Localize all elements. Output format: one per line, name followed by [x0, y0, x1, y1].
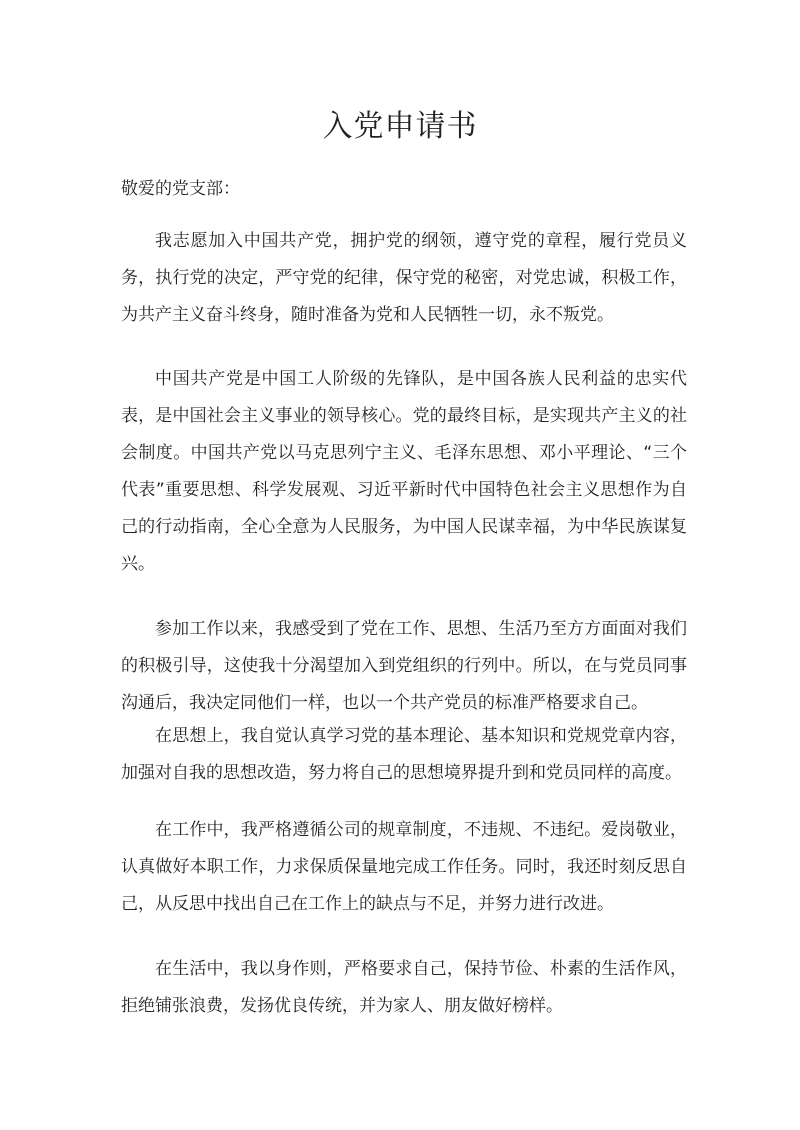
paragraph: 在思想上，我自觉认真学习党的基本理论、基本知识和党规党章内容，加强对自我的思想改造，努力将自己的思想境界提升到和党员同样的高度。	[121, 726, 687, 783]
paragraph: 在工作中，我严格遵循公司的规章制度，不违规、不违纪。爱岗敬业，认真做好本职工作，力求保质保量地完成工作任务。同时，我还时刻反思自己，从反思中找出自己在工作上的缺点与不足，并努力进行改进。	[121, 820, 687, 914]
salutation: 敬爱的党支部：	[121, 179, 240, 199]
paragraph: 参加工作以来，我感受到了党在工作、思想、生活乃至方方面面对我们的积极引导，这使我十分渴望加入到党组织的行列中。所以，在与党员同事沟通后，我决定同他们一样，也以一个共产党员的标准严格要求自己。	[121, 619, 687, 713]
paragraph: 中国共产党是中国工人阶级的先锋队，是中国各族人民利益的忠实代表，是中国社会主义事业的领导核心。党的最终目标，是实现共产主义的社会制度。中国共产党以马克思列宁主义、毛泽东思想、邓小平理论、“三个代表”重要思想、科学发展观、习近平新时代中国特色社会主义思想作为自己的行动指南，全心全意为人民服务，为中国人民谋幸福，为中华民族谋复兴。	[121, 369, 687, 574]
paragraph: 在生活中，我以身作则，严格要求自己，保持节俭、朴素的生活作风，拒绝铺张浪费，发扬优良传统，并为家人、朋友做好榜样。	[121, 959, 687, 1016]
document-title: 入党申请书	[322, 109, 478, 144]
paragraph: 我志愿加入中国共产党，拥护党的纲领，遵守党的章程，履行党员义务，执行党的决定，严守党的纪律，保守党的秘密，对党忠诚，积极工作，为共产主义奋斗终身，随时准备为党和人民牺牲一切，永不叛党。	[121, 231, 687, 325]
